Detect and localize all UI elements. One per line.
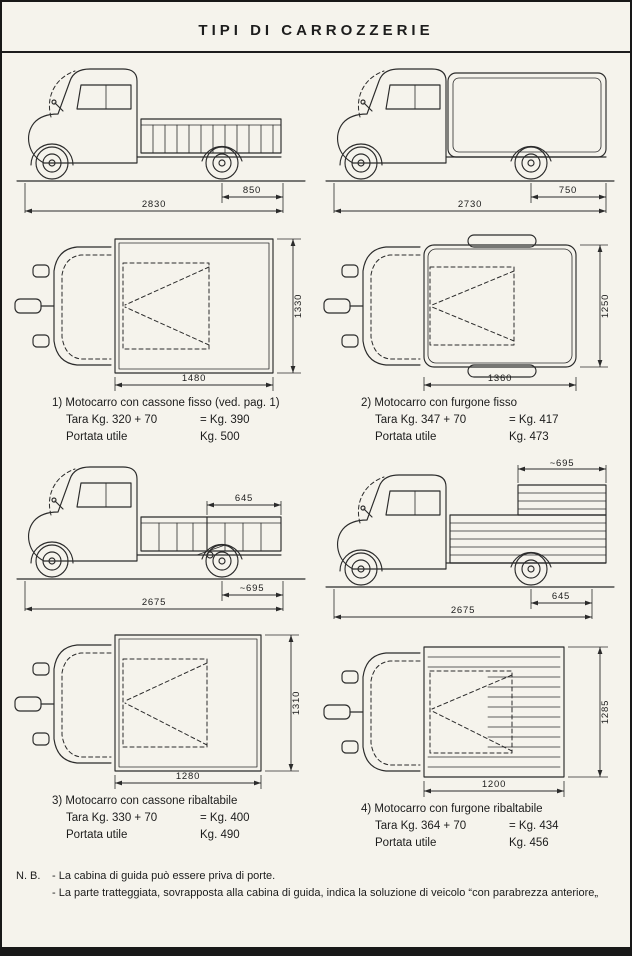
- plan-view-cassone-ribaltabile: [11, 617, 311, 793]
- dimension-arrowhead: [276, 209, 283, 214]
- tara-value: = Kg. 390: [200, 414, 250, 426]
- portata-label: Portata utile: [375, 431, 437, 444]
- vehicle-plan-drawing: [324, 235, 576, 377]
- dimension-arrowhead: [334, 614, 341, 619]
- figures-grid: [2, 53, 630, 864]
- dimension-label: 1480: [181, 373, 207, 384]
- tara-value: = Kg. 417: [509, 414, 559, 426]
- dimension-arrowhead: [289, 635, 294, 642]
- dimension-arrowhead: [276, 195, 283, 200]
- page-header: [2, 2, 630, 51]
- figure-furgone-fisso: [319, 61, 621, 459]
- dimension-label: 750: [558, 185, 578, 196]
- dimension-arrowhead: [531, 600, 538, 605]
- tara-row: [361, 412, 621, 429]
- dimension-label: 2830: [141, 199, 167, 210]
- tara-label: Tara Kg. 320 + 70: [66, 414, 158, 426]
- dimension-label: 2675: [141, 596, 167, 608]
- tara-value: = Kg. 400: [200, 811, 250, 824]
- dimension-arrowhead: [222, 592, 229, 597]
- caption-title: 1) Motocarro con cassone fisso (ved. pag. 1): [52, 397, 280, 409]
- dimension-label: 645: [551, 590, 571, 602]
- dimension-arrowhead: [599, 466, 606, 471]
- portata-row: [52, 827, 312, 844]
- figure-cassone-ribaltabile: [10, 459, 312, 865]
- figure-cassone-fisso: [10, 61, 312, 459]
- vehicle-plan-drawing: [15, 239, 273, 373]
- dimension-arrowhead: [599, 195, 606, 200]
- side-view-furgone-ribaltabile: [320, 459, 620, 625]
- nb-label: N. B.: [16, 870, 41, 882]
- dimension-arrowhead: [115, 383, 122, 388]
- vehicle-side-drawing: [326, 475, 614, 587]
- note-text: - La cabina di guida può essere priva di porte.: [52, 870, 276, 882]
- dimension-arrowhead: [599, 209, 606, 214]
- vehicle-plan-drawing: [15, 635, 261, 771]
- tara-label: Tara Kg. 330 + 70: [66, 811, 158, 824]
- plan-dimensions: [424, 647, 611, 797]
- side-view-furgone-fisso: [320, 61, 620, 219]
- dimension-arrowhead: [334, 209, 341, 214]
- vehicle-side-drawing: [326, 69, 614, 181]
- figure-caption: [361, 397, 621, 447]
- side-dimensions: [25, 493, 283, 611]
- dimension-label: 1330: [293, 293, 304, 319]
- dimension-arrowhead: [598, 360, 603, 367]
- plan-view-furgone-fisso: [320, 219, 620, 395]
- dimension-label: 850: [242, 185, 262, 196]
- dimension-arrowhead: [291, 239, 296, 246]
- dimension-arrowhead: [585, 614, 592, 619]
- caption-title: 2) Motocarro con furgone fisso: [361, 397, 517, 409]
- tara-row: [361, 818, 621, 835]
- dimension-arrowhead: [598, 770, 603, 777]
- dimension-arrowhead: [274, 502, 281, 507]
- portata-row: [361, 835, 621, 852]
- dimension-arrowhead: [424, 383, 431, 388]
- dimension-label: 1200: [481, 778, 507, 790]
- figure-caption: [52, 795, 312, 845]
- dimension-arrowhead: [424, 788, 431, 793]
- side-dimensions: [25, 183, 283, 213]
- figure-furgone-ribaltabile: [319, 459, 621, 865]
- vehicle-plan-drawing: [324, 647, 564, 777]
- dimension-arrowhead: [222, 195, 229, 200]
- dimension-arrowhead: [115, 780, 122, 785]
- dimension-arrowhead: [266, 383, 273, 388]
- dimension-label: 1250: [600, 293, 611, 319]
- dimension-label: ~695: [549, 458, 575, 469]
- dimension-arrowhead: [25, 606, 32, 611]
- tara-label: Tara Kg. 364 + 70: [375, 819, 467, 832]
- dimension-arrowhead: [598, 245, 603, 252]
- tara-value: = Kg. 434: [509, 819, 559, 832]
- dimension-arrowhead: [276, 606, 283, 611]
- side-view-cassone-ribaltabile: [11, 459, 311, 617]
- footnotes: [2, 864, 630, 902]
- dimension-arrowhead: [276, 592, 283, 597]
- side-view-cassone-fisso: [11, 61, 311, 219]
- dimension-arrowhead: [557, 788, 564, 793]
- portata-value: Kg. 456: [509, 836, 549, 849]
- portata-label: Portata utile: [66, 431, 128, 444]
- dimension-arrowhead: [531, 195, 538, 200]
- dimension-arrowhead: [518, 466, 525, 471]
- portata-row: [361, 429, 621, 446]
- plan-view-furgone-ribaltabile: [320, 625, 620, 801]
- dimension-arrowhead: [289, 764, 294, 771]
- dimension-arrowhead: [25, 209, 32, 214]
- side-dimensions: [334, 183, 606, 213]
- plan-view-cassone-fisso: [11, 219, 311, 395]
- note-line-1: [16, 868, 624, 885]
- tara-label: Tara Kg. 347 + 70: [375, 414, 467, 426]
- note-text: - La parte tratteggiata, sovrapposta alla cabina di guida, indica la soluzione di veicolo “con parabrezza anteriore„: [52, 887, 599, 900]
- figure-caption: [52, 397, 312, 447]
- caption-title: 4) Motocarro con furgone ribaltabile: [361, 802, 543, 815]
- figure-caption: [361, 803, 621, 853]
- portata-value: Kg. 500: [200, 431, 240, 444]
- dimension-label: 1280: [175, 770, 201, 782]
- portata-value: Kg. 490: [200, 828, 240, 841]
- dimension-arrowhead: [207, 502, 214, 507]
- tara-row: [52, 412, 312, 429]
- dimension-label: 1285: [600, 699, 611, 724]
- portata-value: Kg. 473: [509, 431, 549, 444]
- dimension-label: 2730: [457, 199, 483, 210]
- dimension-label: 2675: [450, 604, 476, 616]
- note-line-2: [16, 885, 624, 902]
- vehicle-side-drawing: [17, 467, 305, 579]
- page-title: TIPI DI CARROZZERIE: [198, 22, 434, 39]
- dimension-arrowhead: [585, 600, 592, 605]
- portata-row: [52, 429, 312, 446]
- portata-label: Portata utile: [375, 836, 437, 849]
- vehicle-side-drawing: [17, 69, 305, 181]
- tara-row: [52, 810, 312, 827]
- caption-title: 3) Motocarro con cassone ribaltabile: [52, 794, 238, 807]
- portata-label: Portata utile: [66, 828, 128, 841]
- dimension-arrowhead: [254, 780, 261, 785]
- dimension-label: ~695: [239, 582, 265, 594]
- dimension-arrowhead: [569, 383, 576, 388]
- dimension-label: 1360: [487, 373, 513, 384]
- dimension-arrowhead: [291, 366, 296, 373]
- dimension-label: 645: [234, 492, 254, 504]
- dimension-arrowhead: [598, 647, 603, 654]
- dimension-label: 1310: [291, 690, 302, 715]
